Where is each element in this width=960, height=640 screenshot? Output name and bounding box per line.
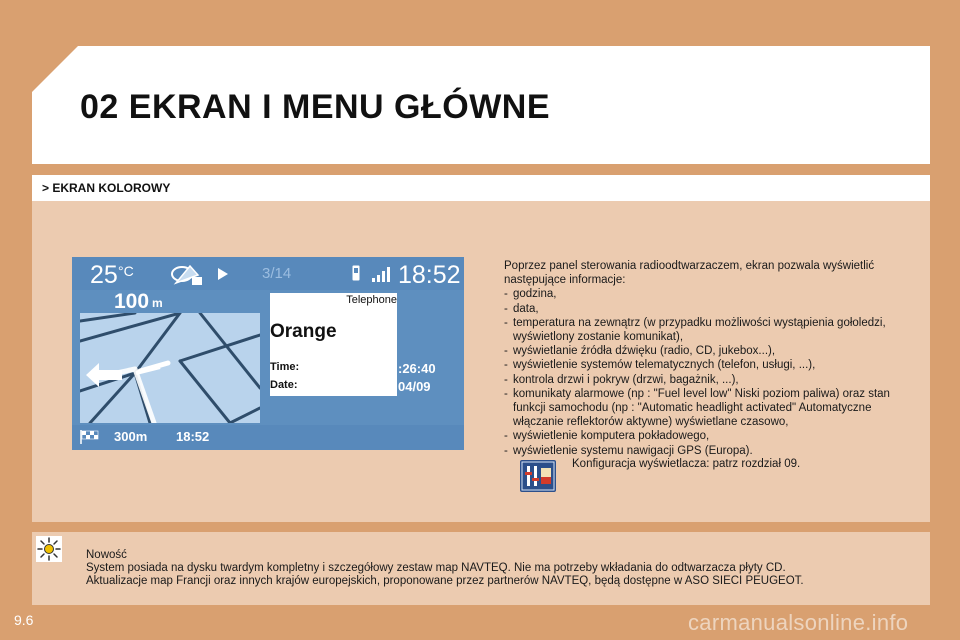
popup-date-label: Date: [270,379,298,391]
checkered-flag-icon [80,430,100,444]
color-display-screenshot [72,257,464,450]
section-heading: > EKRAN KOLOROWY [42,181,171,195]
watermark: carmanualsonline.info [688,610,909,635]
page-title: 02 EKRAN I MENU GŁÓWNE [80,88,551,126]
feature-list [504,287,924,457]
note-line: Aktualizacje map Francji oraz innych krajów europejskich, proponowane przez partnerów NAVTEQ, będą dostępne w ASO SIECI PEUGEOT. [86,574,804,587]
note-title: Nowość [86,549,127,561]
track-counter: 3/14 [262,265,292,282]
configuration-menu-icon [520,460,556,492]
description [504,259,924,458]
list-item: - wyświetlenie systemów telematycznych (telefon, usługi, ...), [504,358,924,372]
phone-icon [352,265,360,281]
note-line: System posiada na dysku twardym kompletny i szczegółowy zestaw map NAVTEQ. Nie ma potrzeby wkładania do odtwarzacza płyty CD. [86,561,786,574]
distance-unit: m [152,296,163,310]
temperature-unit: °C [118,263,134,279]
list-item: - godzina, [504,287,924,301]
distance-to-turn: 100 [114,290,150,313]
play-icon [218,268,228,280]
telephone-popup [270,293,397,396]
list-item: - kontrola drzwi i pokryw (drzwi, bagażnik, ...), [504,373,924,387]
configuration-note: Konfiguracja wyświetlacza: patrz rozdział 09. [572,458,801,470]
description-intro: Poprzez panel sterowania radioodtwarzaczem, ekran pozwala wyświetlić następujące informacje: [504,260,875,287]
signal-strength-icon [372,266,390,282]
list-item: - data, [504,302,924,316]
clock: 18:52 [398,261,461,289]
page-number: 9.6 [14,612,34,628]
list-item: - komunikaty alarmowe (np : "Fuel level low" Niski poziom paliwa) oraz stan funkcji samochodu (np : "Automatic headlight activated" Automatyczne włączanie reflektorów aktywne) wyświetlane czasowo, [504,387,924,430]
tip-sun-icon [36,536,62,562]
note [86,549,916,587]
popup-date-value: 04/09 [398,379,431,394]
popup-time-value: :26:40 [398,361,436,376]
distance-next: 300m [114,429,148,444]
list-item: - wyświetlenie komputera pokładowego, [504,429,924,443]
popup-title: Telephone [346,294,397,306]
list-item: - temperatura na zewnątrz (w przypadku możliwości wystąpienia gołoledzi, wyświetlony zostanie komunikat), [504,316,924,344]
temperature-value: 25 [90,261,118,289]
turn-left-arrow-icon [86,362,122,388]
popup-operator: Orange [270,321,337,342]
arrival-time: 18:52 [176,429,210,444]
list-item: - wyświetlenie systemu nawigacji GPS (Europa). [504,444,924,458]
navigation-source-icon [170,261,204,287]
popup-time-label: Time: [270,361,300,373]
list-item: - wyświetlanie źródła dźwięku (radio, CD, jukebox...), [504,344,924,358]
